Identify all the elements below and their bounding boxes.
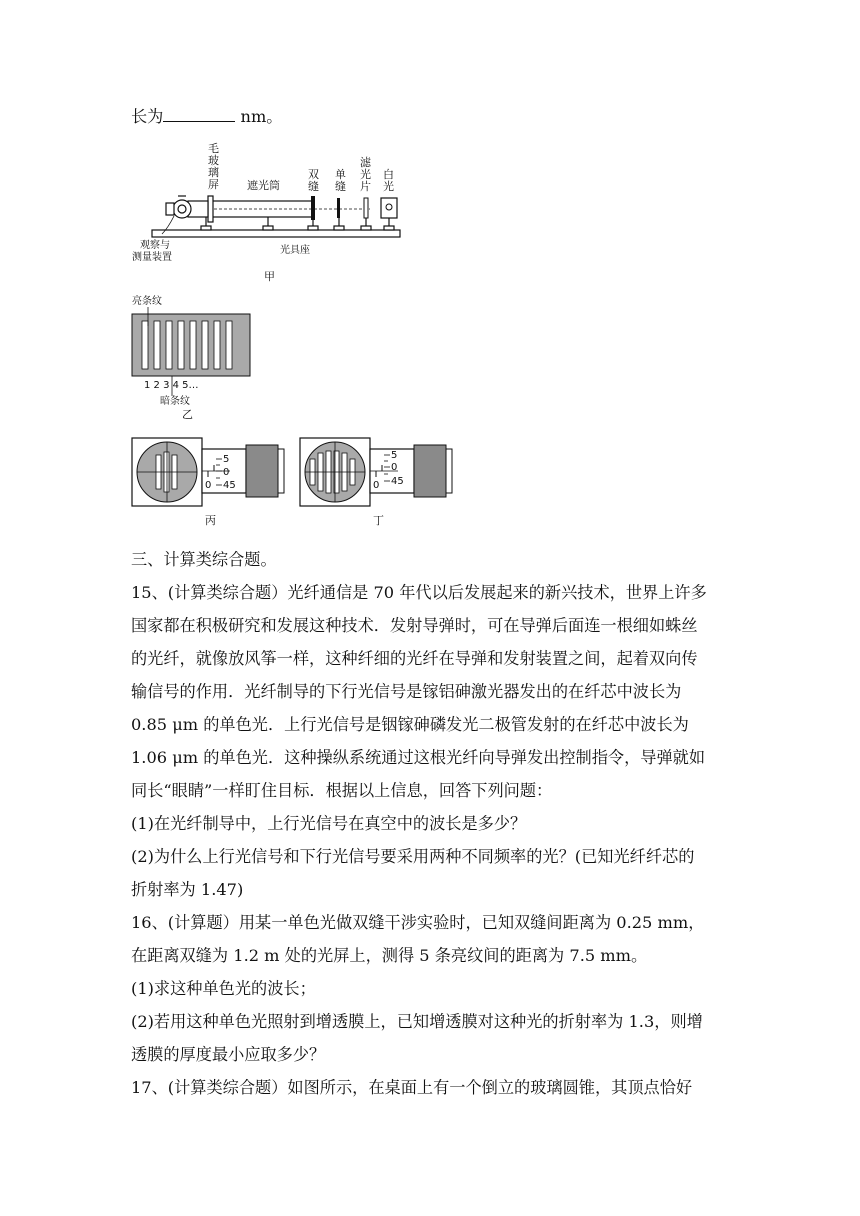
observe-label-1: 观察与 xyxy=(140,240,170,251)
text-line: 1.06 μm 的单色光．这种操纵系统通过这根光纤向导弹发出控制指令，导弹就如 xyxy=(131,748,706,767)
single-slit-label xyxy=(335,168,346,193)
svg-text:5: 5 xyxy=(391,450,398,461)
intro-line xyxy=(131,106,282,128)
svg-text:滤: 滤 xyxy=(360,156,371,169)
caption-yi: 乙 xyxy=(182,408,193,421)
observe-label-2: 测量装置 xyxy=(132,252,172,263)
text-line: 17、(计算类综合题）如图所示，在桌面上有一个倒立的玻璃圆锥，其顶点恰好 xyxy=(131,1078,693,1097)
answer-blank xyxy=(163,107,235,122)
svg-text:5: 5 xyxy=(223,454,230,465)
lamp xyxy=(381,198,397,218)
caption-jia: 甲 xyxy=(264,270,275,283)
svg-text:单: 单 xyxy=(335,168,346,181)
text-line: 国家都在积极研究和发展这种技术．发射导弹时，可在导弹后面连一根细如蛛丝 xyxy=(131,616,698,635)
svg-text:白: 白 xyxy=(383,168,394,181)
double-slit-label xyxy=(308,168,319,193)
figure-ding xyxy=(298,435,458,530)
text-line: 的光纤，就像放风筝一样，这种纤细的光纤在导弹和发射装置之间，起着双向传 xyxy=(131,649,698,668)
text-line: (2)若用这种单色光照射到增透膜上，已知增透膜对这种光的折射率为 1.3，则增 xyxy=(131,1012,703,1031)
section-title: 三、计算类综合题。 xyxy=(131,550,277,569)
screen-label xyxy=(208,142,219,191)
svg-text:玻: 玻 xyxy=(208,154,219,167)
text-line: (2)为什么上行光信号和下行光信号要采用两种不同频率的光？(已知光纤纤芯的 xyxy=(131,847,695,866)
text-line: 在距离双缝为 1.2 m 处的光屏上，测得 5 条亮纹间的距离为 7.5 mm。 xyxy=(131,946,648,965)
svg-text:缝: 缝 xyxy=(308,180,319,193)
figure-bing xyxy=(130,435,290,530)
svg-text:0: 0 xyxy=(223,467,230,478)
svg-text:璃: 璃 xyxy=(208,166,219,179)
text-line: (1)在光纤制导中，上行光信号在真空中的波长是多少？ xyxy=(131,814,527,833)
bright-fringe-label: 亮条纹 xyxy=(132,296,162,307)
svg-text:片: 片 xyxy=(360,180,371,193)
optical-bench xyxy=(152,230,400,237)
text-line: (1)求这种单色光的波长； xyxy=(131,979,316,998)
text-line: 16、(计算题）用某一单色光做双缝干涉实验时，已知双缝间距离为 0.25 mm， xyxy=(131,913,705,932)
figure-jia xyxy=(130,138,420,288)
text-line: 同长“眼睛”一样盯住目标．根据以上信息，回答下列问题： xyxy=(131,781,553,800)
svg-text:光: 光 xyxy=(383,180,394,193)
caption-bing: 丙 xyxy=(205,514,216,527)
single-slit xyxy=(337,198,340,218)
filter-label xyxy=(360,155,372,193)
svg-text:毛: 毛 xyxy=(208,142,219,155)
caption-ding: 丁 xyxy=(373,514,384,527)
svg-text:0: 0 xyxy=(205,480,212,491)
text-line: 0.85 μm 的单色光．上行光信号是铟镓砷磷发光二极管发射的在纤芯中波长为 xyxy=(131,715,689,734)
figure-yi xyxy=(130,290,280,425)
text-line: 折射率为 1.47) xyxy=(131,880,244,899)
intro-prefix: 长为 xyxy=(131,107,164,126)
fringe-numbers: 1 2 3 4 5… xyxy=(144,380,199,391)
text-line: 透膜的厚度最小应取多少？ xyxy=(131,1045,326,1064)
svg-text:屏: 屏 xyxy=(208,178,219,191)
svg-text:0: 0 xyxy=(373,480,380,491)
dark-fringe-label: 暗条纹 xyxy=(160,396,190,407)
tube-label: 遮光筒 xyxy=(247,179,280,192)
svg-text:光: 光 xyxy=(360,168,371,181)
svg-text:缝: 缝 xyxy=(335,180,346,193)
svg-text:45: 45 xyxy=(223,480,236,491)
svg-text:双: 双 xyxy=(308,168,319,181)
filter xyxy=(364,198,368,218)
double-slit xyxy=(311,196,315,220)
intro-suffix: nm。 xyxy=(235,107,283,126)
white-light-label xyxy=(383,168,394,193)
base-label: 光具座 xyxy=(280,245,310,256)
svg-text:45: 45 xyxy=(391,476,404,487)
text-line: 15、(计算类综合题）光纤通信是 70 年代以后发展起来的新兴技术，世界上许多 xyxy=(131,583,707,602)
svg-text:0: 0 xyxy=(391,462,398,473)
text-line: 输信号的作用．光纤制导的下行光信号是镓铝砷激光器发出的在纤芯中波长为 xyxy=(131,682,682,701)
eyepiece xyxy=(166,196,208,218)
